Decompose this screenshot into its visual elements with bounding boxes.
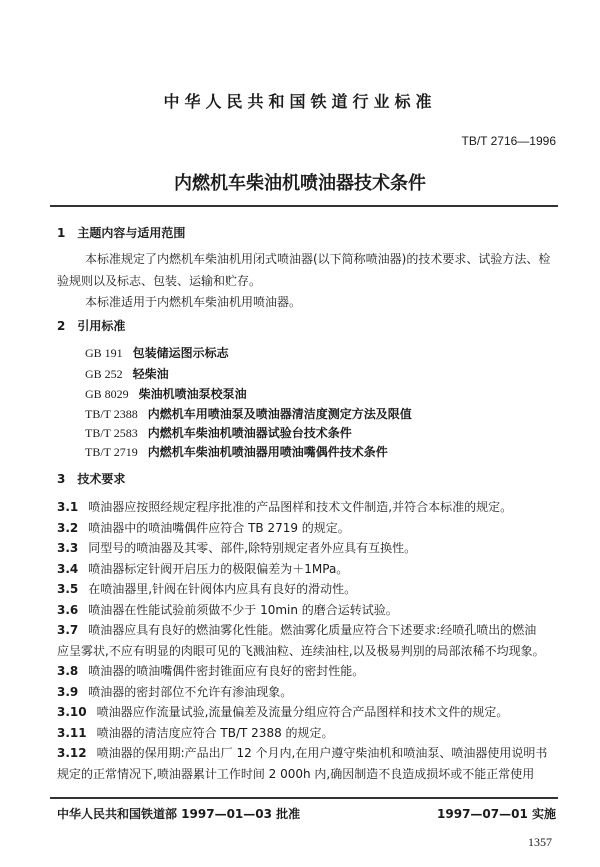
section-1-para-1: 本标准规定了内燃机车柴油机用闭式喷油器(以下简称喷油器)的技术要求、试验方法、检 xyxy=(85,252,551,266)
requirement-number: 3.5 xyxy=(57,582,79,596)
requirement-item xyxy=(57,499,512,515)
reference-code: TB/T 2388 xyxy=(85,407,138,421)
reference-code: GB 8029 xyxy=(85,387,129,401)
reference-item xyxy=(85,406,412,422)
requirement-text: 喷油器的清洁度应符合 TB/T 2388 的规定。 xyxy=(96,725,334,740)
section-3-heading: 3 技术要求 xyxy=(57,472,126,486)
reference-name: 柴油机喷油泵校泵油 xyxy=(138,387,247,401)
requirement-item xyxy=(57,602,398,618)
requirement-item xyxy=(57,622,536,638)
requirement-item xyxy=(57,663,364,679)
section-1-para-2: 本标准适用于内燃机车柴油机用喷油器。 xyxy=(85,295,302,309)
requirement-item xyxy=(57,725,334,741)
requirement-text: 同型号的喷油器及其零、部件,除特别规定者外应具有互换性。 xyxy=(88,541,417,555)
requirement-text: 喷油器标定针阀开启压力的极限偏差为＋1MPa。 xyxy=(88,561,349,576)
reference-name: 包装储运图示标志 xyxy=(132,346,229,360)
requirement-text: 喷油器的保用期:产品出厂 12 个月内,在用户遵守柴油机和喷油泵、喷油器使用说明书 xyxy=(96,746,548,760)
requirement-item xyxy=(57,704,508,720)
footer-divider xyxy=(50,797,558,799)
requirement-text-cont: 应呈雾状,不应有明显的肉眼可见的飞溅油粒、连续油柱,以及极易判别的局部浓稀不均现象。 xyxy=(57,643,545,658)
requirement-text: 喷油器的喷油嘴偶件密封锥面应有良好的密封性能。 xyxy=(88,664,365,678)
standard-code: TB/T 2716—1996 xyxy=(461,134,556,148)
approval-date: 中华人民共和国铁道部 1997—01—03 批准 xyxy=(57,807,301,821)
section-1-heading: 1 主题内容与适用范围 xyxy=(57,226,186,240)
reference-code: TB/T 2719 xyxy=(85,445,138,459)
title-divider xyxy=(50,205,558,207)
requirement-text-cont: 规定的正常情况下,喷油器累计工作时间 2 000h 内,确因制造不良造成损坏或不能正常使用 xyxy=(57,766,535,781)
section-1-para-1-cont: 验规则以及标志、包装、运输和贮存。 xyxy=(57,274,262,288)
reference-code: GB 252 xyxy=(85,367,123,381)
requirement-text: 喷油器应具有良好的燃油雾化性能。燃油雾化质量应符合下述要求:经喷孔喷出的燃油 xyxy=(88,623,537,637)
requirement-item xyxy=(57,540,416,556)
standard-org-header: 中华人民共和国铁道行业标准 xyxy=(163,92,437,111)
requirement-text: 在喷油器里,针阀在针阀体内应具有良好的滑动性。 xyxy=(88,582,357,596)
requirement-number: 3.2 xyxy=(57,520,79,535)
reference-item xyxy=(85,345,229,361)
requirement-item xyxy=(57,684,292,700)
requirement-number: 3.6 xyxy=(57,602,79,617)
effective-date: 1997—07—01 实施 xyxy=(437,807,556,821)
requirement-number: 3.4 xyxy=(57,561,79,576)
requirement-text: 喷油器在性能试验前须做不少于 10min 的磨合运转试验。 xyxy=(88,602,398,617)
requirement-number: 3.7 xyxy=(57,623,79,637)
requirement-number: 3.10 xyxy=(57,705,87,719)
requirement-item xyxy=(57,561,348,577)
section-2-heading: 2 引用标准 xyxy=(57,319,126,333)
reference-code: GB 191 xyxy=(85,346,123,360)
requirement-number: 3.1 xyxy=(57,500,79,514)
reference-item xyxy=(85,386,247,402)
requirement-text: 喷油器应作流量试验,流量偏差及流量分组应符合产品图样和技术文件的规定。 xyxy=(96,705,509,719)
reference-item xyxy=(85,444,388,460)
requirement-item xyxy=(57,520,350,536)
requirement-number: 3.8 xyxy=(57,664,79,678)
requirement-item xyxy=(57,581,356,597)
requirement-number: 3.12 xyxy=(57,746,87,760)
reference-item xyxy=(85,366,169,382)
requirement-text: 喷油器应按照经规定程序批准的产品图样和技术文件制造,并符合本标准的规定。 xyxy=(88,500,513,514)
requirement-number: 3.11 xyxy=(57,725,87,740)
requirement-number: 3.3 xyxy=(57,541,79,555)
reference-name: 轻柴油 xyxy=(132,367,169,381)
reference-code: TB/T 2583 xyxy=(85,426,138,440)
reference-name: 内燃机车柴油机喷油器用喷油嘴偶件技术条件 xyxy=(147,445,388,459)
page-number: 1357 xyxy=(528,835,552,849)
requirement-number: 3.9 xyxy=(57,684,79,699)
reference-name: 内燃机车用喷油泵及喷油器清洁度测定方法及限值 xyxy=(147,407,412,421)
reference-name: 内燃机车柴油机喷油器试验台技术条件 xyxy=(147,426,352,440)
requirement-text: 喷油器的密封部位不允许有渗油现象。 xyxy=(88,684,293,699)
requirement-text: 喷油器中的喷油嘴偶件应符合 TB 2719 的规定。 xyxy=(88,520,350,535)
requirement-item xyxy=(57,745,547,761)
document-title: 内燃机车柴油机喷油器技术条件 xyxy=(174,173,426,194)
reference-item xyxy=(85,425,352,441)
